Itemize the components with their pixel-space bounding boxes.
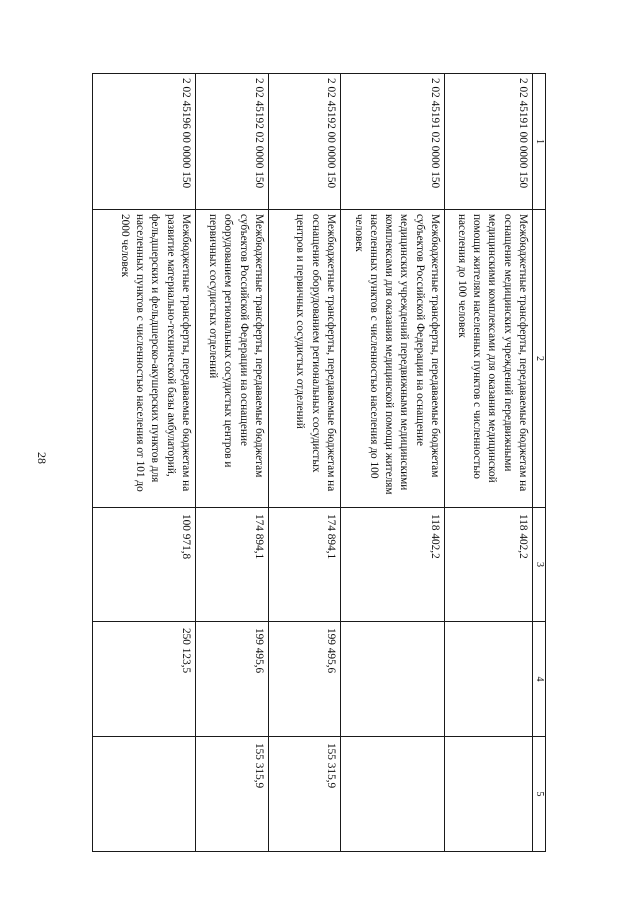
- value-cell-col5: 155 315,9: [269, 737, 341, 852]
- code-cell: 2 02 45191 00 0000 150: [445, 74, 533, 210]
- value-cell-col5: [445, 737, 533, 852]
- value-cell-col4: 199 495,6: [196, 622, 269, 737]
- table-row: [196, 74, 269, 852]
- column-header: 4: [533, 622, 546, 737]
- value-cell-col5: [341, 737, 445, 852]
- description-cell: Межбюджетные трансферты, передаваемые бюджетам на оснащение медицинских учреждений передвижными медицинскими комплексами для оказания медицинской помощи жителям населенных пунктов с численностью населения до 100 человек: [445, 210, 533, 508]
- column-header: 5: [533, 737, 546, 852]
- column-header: 1: [533, 74, 546, 210]
- code-cell: 2 02 45196 00 0000 150: [93, 74, 196, 210]
- table-row: [341, 74, 445, 852]
- description-cell: Межбюджетные трансферты, передаваемые бюджетам на оснащение оборудованием региональных сосудистых центров и первичных сосудистых отделений: [269, 210, 341, 508]
- table-row: [445, 74, 533, 852]
- value-cell-col3: 174 894,1: [196, 508, 269, 622]
- value-cell-col4: [341, 622, 445, 737]
- table-row: [93, 74, 196, 852]
- budget-table: [92, 73, 546, 852]
- description-cell: Межбюджетные трансферты, передаваемые бюджетам субъектов Российской Федерации на оснащение медицинских учреждений передвижными медицинскими комплексами для оказания медицинской помощи жителям населенных пунктов с численностью населения до 100 человек: [341, 210, 445, 508]
- value-cell-col3: 100 971,8: [93, 508, 196, 622]
- column-header: 2: [533, 210, 546, 508]
- description-cell: Межбюджетные трансферты, передаваемые бюджетам на развитие материально-технической базы амбулаторий, фельдшерских и фельдшерско-акушерских пунктов для населенных пунктов с численностью населения от 101 до 2000 человек: [93, 210, 196, 508]
- value-cell-col4: 250 123,5: [93, 622, 196, 737]
- value-cell-col3: 118 402,2: [341, 508, 445, 622]
- column-header: 3: [533, 508, 546, 622]
- value-cell-col3: 174 894,1: [269, 508, 341, 622]
- page-number: 28: [35, 452, 49, 464]
- value-cell-col4: 199 495,6: [269, 622, 341, 737]
- table-row: [269, 74, 341, 852]
- header-row: [533, 74, 546, 852]
- value-cell-col3: 118 402,2: [445, 508, 533, 622]
- code-cell: 2 02 45191 02 0000 150: [341, 74, 445, 210]
- code-cell: 2 02 45192 02 0000 150: [196, 74, 269, 210]
- value-cell-col5: [93, 737, 196, 852]
- code-cell: 2 02 45192 00 0000 150: [269, 74, 341, 210]
- budget-table-container: [94, 73, 546, 851]
- value-cell-col4: [445, 622, 533, 737]
- description-cell: Межбюджетные трансферты, передаваемые бюджетам субъектов Российской Федерации на оснащение оборудованием региональных сосудистых центров и первичных сосудистых отделений: [196, 210, 269, 508]
- value-cell-col5: 155 315,9: [196, 737, 269, 852]
